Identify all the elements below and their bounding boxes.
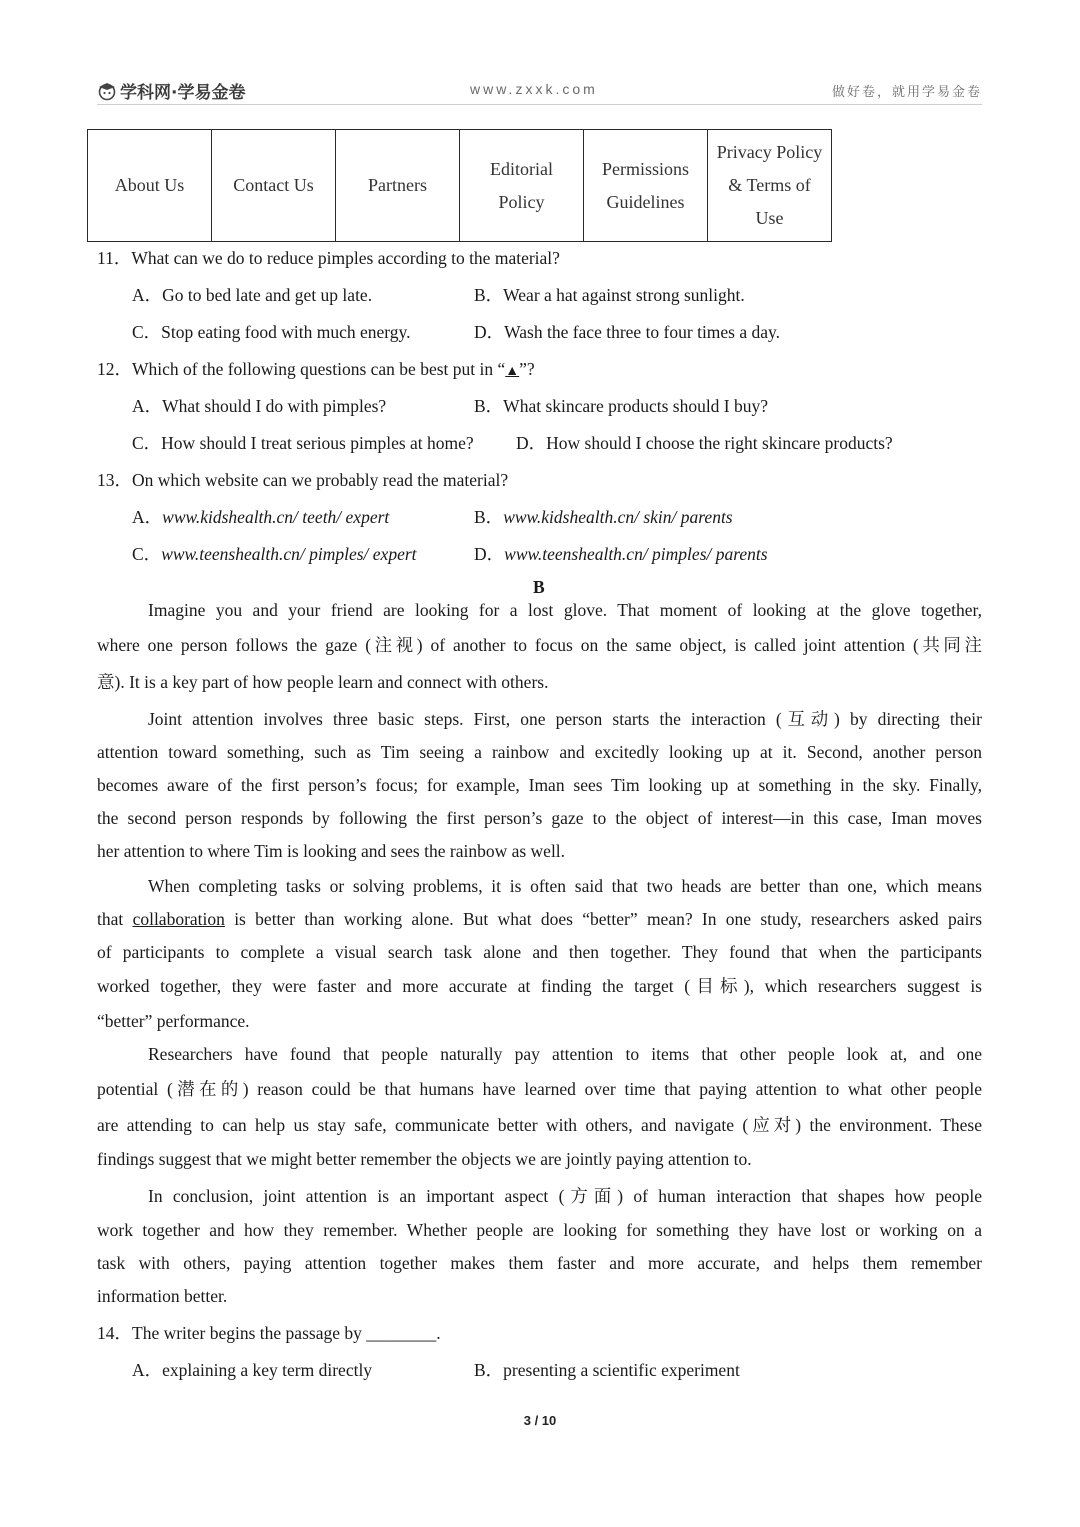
option-a-url: www.kidshealth.cn/ teeth/ expert <box>162 507 390 527</box>
link-partners: Partners <box>336 130 460 242</box>
question-12-stem-before: 12．Which of the following questions can be best put in “ <box>97 359 506 379</box>
p2-line-5: her attention to where Tim is looking and sees the rainbow as well. <box>97 841 566 861</box>
p4-line-4: findings suggest that we might better remember the objects we are jointly paying attention to. <box>97 1149 752 1169</box>
question-12-option-b[interactable]: B．What skincare products should I buy? <box>474 396 769 416</box>
mortarboard-icon <box>97 81 117 101</box>
question-13-stem: 13．On which website can we probably read the material? <box>97 470 509 490</box>
p1-line-2: where one person follows the gaze (注视) of another to focus on the same object, is called joint attention (共同注 <box>97 635 982 655</box>
p3-line-3: of participants to complete a visual search task alone and then together. They found that when the participants <box>97 942 982 962</box>
underlined-word-collaboration: collaboration <box>132 909 225 929</box>
privacy-policy-text: Privacy Policy & Terms of Use <box>716 142 823 228</box>
option-d-label: D． <box>474 544 505 564</box>
p1-line-3: 意). It is a key part of how people learn and connect with others. <box>97 672 549 692</box>
p5-line-3: task with others, paying attention together makes them faster and more accurate, and helps them remember <box>97 1253 982 1273</box>
question-12-stem <box>97 356 535 381</box>
p4-line-1: Researchers have found that people naturally pay attention to items that other people look at, and one <box>148 1044 982 1064</box>
passage-paragraph-5 <box>97 1179 982 1313</box>
link-editorial-policy <box>460 130 584 242</box>
p4-line-2: potential (潜在的) reason could be that humans have learned over time that paying attention to what other people <box>97 1079 982 1099</box>
question-11-option-c[interactable]: C．Stop eating food with much energy. <box>132 322 411 342</box>
option-b-label: B． <box>474 507 504 527</box>
option-a-label: A． <box>132 507 163 527</box>
question-13-option-a[interactable] <box>132 504 389 529</box>
p3-line-2 <box>97 903 982 936</box>
p5-line-2: work together and how they remember. Whether people are looking for something they have lost or working on a <box>97 1220 982 1240</box>
question-11-option-a[interactable]: A．Go to bed late and get up late. <box>132 285 373 305</box>
passage-paragraph-3 <box>97 870 982 1039</box>
question-13-option-b[interactable] <box>474 504 733 529</box>
website-links-table <box>87 129 832 242</box>
question-14-stem: 14．The writer begins the passage by ________. <box>97 1323 441 1343</box>
p2-line-2: attention toward something, such as Tim seeing a rainbow and excitedly looking up at it. Second, another person <box>97 742 982 762</box>
question-14-option-a[interactable]: A．explaining a key term directly <box>132 1360 373 1380</box>
section-heading-b: B <box>533 577 545 597</box>
question-12-stem-after: ”? <box>519 359 535 379</box>
p2-line-3: becomes aware of the first person’s focus; for example, Iman sees Tim looking up at something in the sky. Finally, <box>97 775 982 795</box>
p5-line-4: information better. <box>97 1286 228 1306</box>
p3-line-1: When completing tasks or solving problems, it is often said that two heads are better than one, which means <box>148 876 982 896</box>
question-13-option-c[interactable] <box>132 541 417 566</box>
option-c-url: www.teenshealth.cn/ pimples/ expert <box>161 544 417 564</box>
link-contact-us: Contact Us <box>212 130 336 242</box>
p4-line-3: are attending to can help us stay safe, communicate better with others, and navigate (应对) the environment. These <box>97 1115 982 1135</box>
question-13-option-d[interactable] <box>474 541 768 566</box>
p3-line-2-start: that <box>97 909 133 929</box>
passage-paragraph-2 <box>97 703 982 868</box>
page-header <box>97 76 982 105</box>
passage-paragraph-1 <box>97 594 982 701</box>
header-slogan: 做好卷，就用学易金卷 <box>831 85 982 100</box>
p2-line-1: Joint attention involves three basic steps. First, one person starts the interaction (互动) by directing their <box>148 709 982 729</box>
question-11-option-d[interactable]: D．Wash the face three to four times a day. <box>474 322 781 342</box>
option-d-url: www.teenshealth.cn/ pimples/ parents <box>504 544 768 564</box>
p3-line-4: worked together, they were faster and more accurate at finding the target (目标), which researchers suggest is <box>97 976 982 996</box>
editorial-policy-text: Editorial Policy <box>490 158 553 212</box>
p5-line-1: In conclusion, joint attention is an important aspect (方面) of human interaction that shapes how people <box>148 1186 982 1206</box>
question-11-option-b[interactable]: B．Wear a hat against strong sunlight. <box>474 285 745 305</box>
permissions-guidelines-text: Permissions Guidelines <box>601 158 689 212</box>
question-11-stem: 11．What can we do to reduce pimples according to the material? <box>97 248 560 268</box>
p2-line-4: the second person responds by following the first person’s gaze to the object of interest—in this case, Iman moves <box>97 808 982 828</box>
blank-triangle-mark: ▲ <box>505 364 520 379</box>
link-permissions-guidelines <box>584 130 708 242</box>
link-about-us: About Us <box>88 130 212 242</box>
option-b-url: www.kidshealth.cn/ skin/ parents <box>503 507 733 527</box>
question-12-option-c[interactable]: C．How should I treat serious pimples at home? <box>132 433 474 453</box>
question-14-option-b[interactable]: B．presenting a scientific experiment <box>474 1360 740 1380</box>
option-c-label: C． <box>132 544 162 564</box>
question-12-option-d[interactable]: D．How should I choose the right skincare products? <box>516 433 893 453</box>
passage-paragraph-4 <box>97 1038 982 1176</box>
p3-line-2-end: is better than working alone. But what does “better” mean? In one study, researchers asked pairs <box>224 909 982 929</box>
link-privacy-policy <box>708 130 832 242</box>
p1-line-1: Imagine you and your friend are looking for a lost glove. That moment of looking at the glove together, <box>148 600 982 620</box>
site-url[interactable]: www.zxxk.com <box>470 81 598 97</box>
question-12-option-a[interactable]: A．What should I do with pimples? <box>132 396 387 416</box>
p3-line-5: “better” performance. <box>97 1011 250 1031</box>
brand-logo <box>97 78 245 103</box>
page-number: 3 / 10 <box>523 1413 557 1428</box>
logo-text: 学科网·学易金卷 <box>120 83 246 103</box>
